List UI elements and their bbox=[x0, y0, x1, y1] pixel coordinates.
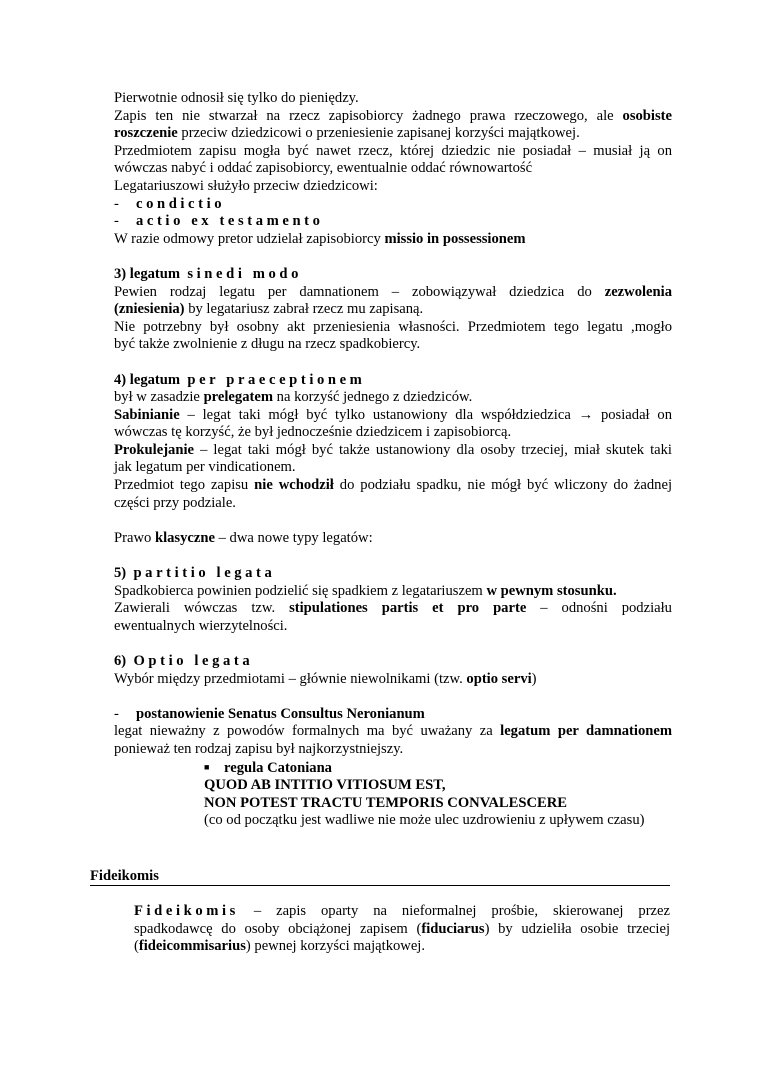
list-item: - condictio bbox=[114, 195, 226, 212]
list-item: - postanowienie Senatus Consultus Neronianum bbox=[114, 705, 425, 722]
text-line: (fideicommisarius) pewnej korzyści majątkowej. bbox=[134, 938, 426, 955]
text-line: być także zwolnienie z długu na rzecz spadkobiercy. bbox=[114, 336, 421, 353]
section-heading: 4) legatum per praeceptionem bbox=[114, 371, 366, 388]
square-bullet-icon: ■ bbox=[204, 761, 210, 772]
text-line: Przedmiotem zapisu mogła być nawet rzecz, której dziedzic nie posiadał – musiał ją on bbox=[114, 142, 672, 159]
text-line: roszczenie przeciw dziedzicowi o przeniesienie zapisanej korzyści majątkowej. bbox=[114, 125, 580, 142]
list-item: ■ regula Catoniana bbox=[204, 759, 332, 776]
list-item: - actio ex testamento bbox=[114, 213, 324, 230]
text-line: był w zasadzie prelegatem na korzyść jednego z dziedziców. bbox=[114, 389, 473, 406]
latin-maxim: NON POTEST TRACTU TEMPORIS CONVALESCERE bbox=[204, 794, 568, 811]
text-line: jak legatum per vindicationem. bbox=[114, 459, 296, 476]
text-line: Zawierali wówczas tzw. stipulationes partis et pro parte – odnośni podziału bbox=[114, 600, 672, 617]
translation-line: (co od początku jest wadliwe nie może ulec uzdrowieniu z upływem czasu) bbox=[204, 812, 645, 829]
section-heading: 3) legatum sinedi modo bbox=[114, 265, 302, 282]
main-text-column bbox=[114, 90, 672, 830]
fideikomis-heading: Fideikomis bbox=[90, 868, 670, 886]
text-line: Legatariuszowi służyło przeciw dziedzicowi: bbox=[114, 177, 378, 194]
text-line: Spadkobierca powinien podzielić się spadkiem z legatariuszem w pewnym stosunku. bbox=[114, 582, 617, 599]
text-line: spadkodawcę do osoby obciążonej zapisem (fiduciarus) by udzieliła osobie trzeciej bbox=[134, 920, 671, 937]
section-heading: 6) Optio legata bbox=[114, 653, 254, 669]
text-line: ewentualnych wierzytelności. bbox=[114, 617, 288, 634]
text-line: Przedmiot tego zapisu nie wchodził do podziału spadku, nie mógł być wliczony do żadnej bbox=[114, 477, 672, 494]
text-line: Pewien rodzaj legatu per damnationem – zobowiązywał dziedzica do zezwolenia bbox=[114, 283, 672, 300]
text-line: wówczas tę korzyść, że był jednocześnie dziedzicem i zapisobiorcą. bbox=[114, 424, 512, 441]
fideikomis-paragraph bbox=[134, 903, 670, 956]
text-line: legat nieważny z powodów formalnych ma być uważany za legatum per damnationem bbox=[114, 723, 672, 740]
text-line: Sabinianie – legat taki mógł być tylko ustanowiony dla współdziedzica → posiadał on bbox=[114, 406, 672, 423]
text-line: W razie odmowy pretor udzielał zapisobiorcy missio in possessionem bbox=[114, 230, 526, 247]
text-line: Nie potrzebny był osobny akt przeniesienia własności. Przedmiotem tego legatu ,mogło bbox=[114, 318, 672, 335]
text-line: Fideikomis – zapis oparty na nieformalnej prośbie, skierowanej przez bbox=[134, 903, 670, 919]
text-line: części przy podziale. bbox=[114, 494, 236, 511]
text-line: Zapis ten nie stwarzał na rzecz zapisobiorcy żadnego prawa rzeczowego, ale osobiste bbox=[114, 107, 672, 124]
latin-maxim: QUOD AB INTITIO VITIOSUM EST, bbox=[204, 777, 446, 794]
text-line: Prokulejanie – legat taki mógł być także ustanowiony dla osoby trzeciej, miał skutek taki bbox=[114, 441, 672, 458]
text-line: Prawo klasyczne – dwa nowe typy legatów: bbox=[114, 529, 373, 546]
text-line: ponieważ ten rodzaj zapisu był najkorzystniejszy. bbox=[114, 740, 404, 757]
text-line: wówczas nabyć i oddać zapisobiorcy, ewentualnie oddać równowartość bbox=[114, 160, 533, 177]
text-line: Pierwotnie odnosił się tylko do pieniędzy. bbox=[114, 90, 359, 106]
text-line: (zniesienia) by legatariusz zabrał rzecz mu zapisaną. bbox=[114, 301, 424, 318]
text-line: Wybór między przedmiotami – głównie niewolnikami (tzw. optio servi) bbox=[114, 670, 537, 687]
section-heading: 5) partitio legata bbox=[114, 565, 276, 582]
